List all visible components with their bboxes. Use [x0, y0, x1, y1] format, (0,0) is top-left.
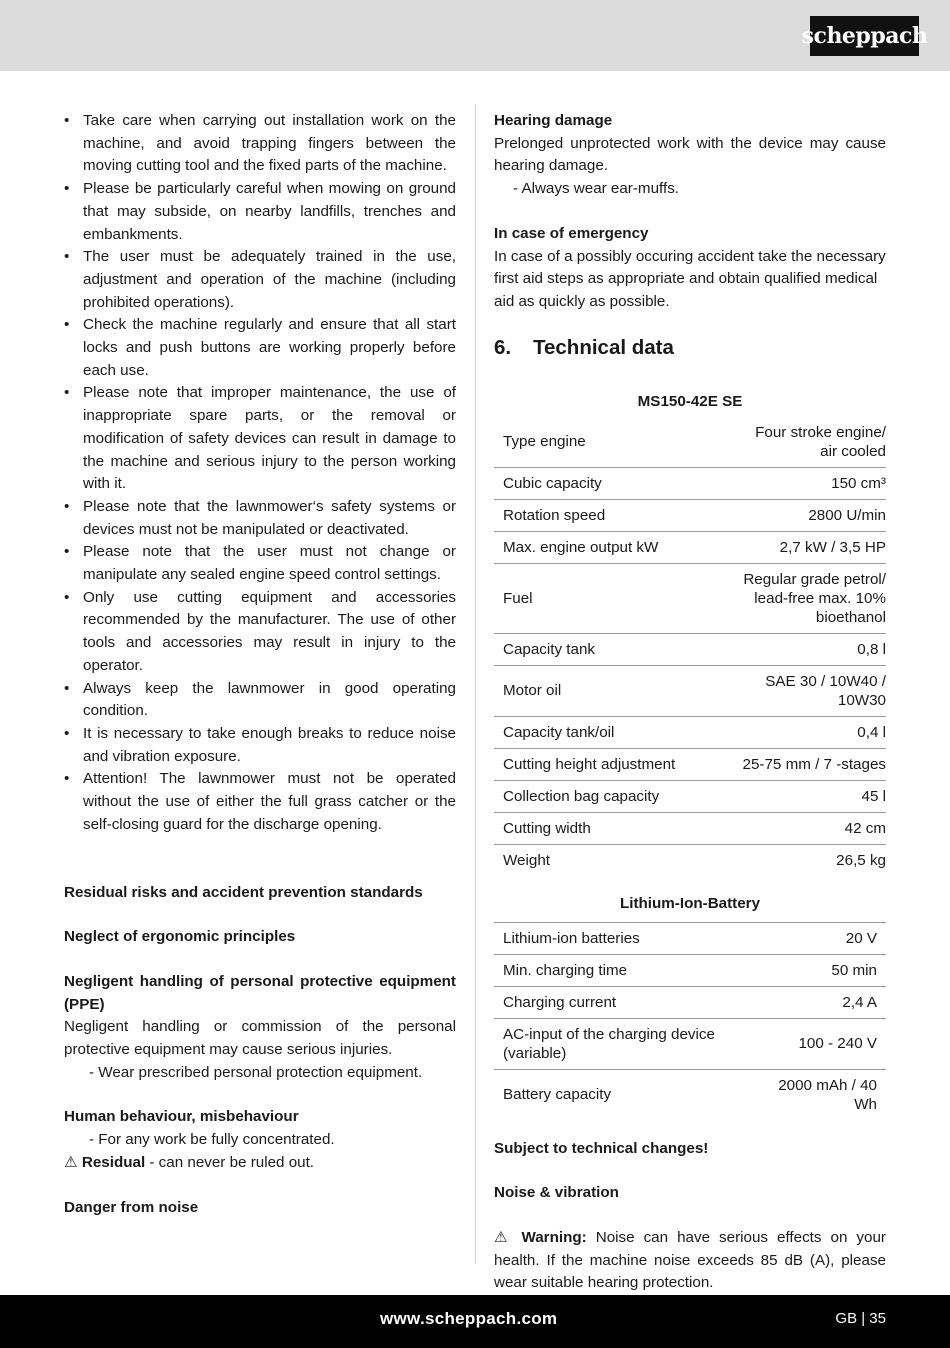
ppe-text: Negligent handling or commission of the personal protective equipment may cause serious injuries. — [64, 1018, 456, 1059]
ppe-dash-text: Wear prescribed personal protection equipment. — [98, 1063, 423, 1081]
list-item: • Only use cutting equipment and accessories recommended by the manufacturer. The use of other tools and accessories may result in injury to the operator. — [64, 587, 456, 678]
behaviour-dash-text: For any work be fully concentrated. — [98, 1131, 335, 1149]
spec-label: Max. engine output kW — [494, 531, 713, 563]
battery-spec-row — [494, 954, 886, 986]
noise-vibration-heading: Noise & vibration — [494, 1184, 619, 1202]
residual-text: - can never be ruled out. — [145, 1153, 315, 1171]
behaviour-dash-item: - For any work be fully concentrated. — [89, 1131, 335, 1149]
warning-triangle-icon: ⚠ — [494, 1229, 513, 1247]
spec-value: 0,8 l — [713, 633, 886, 665]
hearing-text: Prelonged unprotected work with the device may cause hearing damage. — [494, 134, 886, 175]
spec-row — [494, 844, 886, 876]
footer-bar — [0, 1295, 950, 1348]
spec-value: SAE 30 / 10W40 / 10W30 — [713, 665, 886, 716]
battery-spec-row — [494, 1018, 886, 1069]
spec-value: 100 - 240 V — [761, 1018, 886, 1069]
spec-label: Charging current — [494, 986, 761, 1018]
brand-logo: scheppach — [810, 16, 919, 56]
spec-label: Weight — [503, 851, 550, 869]
list-item: • Always keep the lawnmower in good operating condition. — [64, 678, 456, 723]
website-link[interactable]: www.scheppach.com — [380, 1309, 558, 1328]
technical-changes-note: Subject to technical changes! — [494, 1139, 709, 1157]
spec-label: Capacity tank/oil — [494, 716, 713, 748]
spec-label: Cutting width — [494, 812, 713, 844]
safety-bullet-list — [64, 110, 456, 837]
page-number: GB | 35 — [835, 1310, 886, 1327]
hearing-dash-item: - Always wear ear-muffs. — [513, 180, 680, 198]
spec-value: 50 min — [761, 954, 886, 986]
list-item: • Attention! The lawnmower must not be operated without the use of either the full grass catcher or the self-closing guard for the discharge opening. — [64, 768, 456, 836]
left-column — [64, 110, 456, 1219]
spec-value: 2,7 kW / 3,5 HP — [713, 531, 886, 563]
spec-value: Regular grade petrol/ lead-free max. 10% bioethanol — [713, 563, 886, 633]
section-title — [494, 335, 886, 361]
spec-value: 20 V — [761, 923, 886, 955]
spec-label: Lithium-ion batteries — [494, 923, 761, 955]
spec-label: Battery capacity — [503, 1086, 612, 1104]
right-column — [494, 110, 886, 1295]
behaviour-heading: Human behaviour, misbehaviour — [64, 1108, 299, 1126]
noise-warning — [494, 1227, 886, 1295]
ergonomic-heading: Neglect of ergonomic principles — [64, 928, 296, 946]
list-item: • Please note that improper maintenance, the use of inappropriate spare parts, or the removal or modification of safety devices can result in damage to the machine and serious injury to the person working with it. — [64, 382, 456, 496]
spec-value: 0,4 l — [713, 716, 886, 748]
battery-spec-table — [494, 923, 886, 1120]
spec-label: Capacity tank — [494, 633, 713, 665]
spec-label: AC-input of the charging device (variable) — [494, 1018, 761, 1069]
section-number: 6. — [494, 335, 512, 359]
ppe-heading: Negligent handling of personal protective equipment (PPE) — [64, 972, 456, 1013]
spec-value: 25-75 mm / 7 -stages — [713, 748, 886, 780]
spec-row — [494, 531, 886, 563]
residual-risks-heading: Residual risks and accident prevention standards — [64, 883, 423, 901]
spec-label: Min. charging time — [494, 954, 761, 986]
spec-value: 26,5 kg — [836, 851, 886, 869]
spec-label: Cutting height adjustment — [494, 748, 713, 780]
hearing-dash-text: Always wear ear-muffs. — [521, 180, 680, 198]
spec-label: Cubic capacity — [494, 467, 713, 499]
list-item: • Please be particularly careful when mowing on ground that may subside, on nearby landfills, trenches and embankments. — [64, 178, 456, 246]
spec-label: Type engine — [494, 417, 713, 468]
spec-label: Collection bag capacity — [494, 780, 713, 812]
spec-label: Rotation speed — [494, 499, 713, 531]
spec-row — [494, 467, 886, 499]
spec-label: Fuel — [494, 563, 713, 633]
header-bar — [0, 0, 950, 71]
list-item: • Please note that the user must not change or manipulate any sealed engine speed control settings. — [64, 541, 456, 586]
list-item: • Take care when carrying out installation work on the machine, and avoid trapping fingers between the moving cutting tool and the fixed parts of the machine. — [64, 110, 456, 178]
spec-row — [494, 716, 886, 748]
spec-value: 150 cm³ — [713, 467, 886, 499]
list-item: • The user must be adequately trained in the use, adjustment and operation of the machine (including prohibited operations). — [64, 246, 456, 314]
spec-value: 2000 mAh / 40 Wh — [778, 1076, 877, 1113]
warning-text: Noise can have serious effects on your health. If the machine noise exceeds 85 dB (A), please wear suitable hearing protection. — [494, 1229, 886, 1292]
spec-row — [494, 812, 886, 844]
ppe-dash-item: - Wear prescribed personal protection equipment. — [89, 1063, 423, 1081]
battery-spec-row — [494, 923, 886, 955]
spec-value: 45 l — [713, 780, 886, 812]
battery-spec-row — [494, 1069, 886, 1120]
list-item: • It is necessary to take enough breaks to reduce noise and vibration exposure. — [64, 723, 456, 768]
battery-spec-row — [494, 986, 886, 1018]
hearing-heading: Hearing damage — [494, 112, 613, 129]
column-divider — [475, 104, 476, 1264]
residual-note — [64, 1152, 456, 1175]
warning-triangle-icon: ⚠ — [64, 1153, 78, 1171]
spec-label: Motor oil — [494, 665, 713, 716]
warning-bold: Warning: — [521, 1229, 587, 1247]
spec-row — [494, 499, 886, 531]
spec-value: 2,4 A — [761, 986, 886, 1018]
spec-value: 42 cm — [713, 812, 886, 844]
spec-row — [494, 780, 886, 812]
residual-bold: Residual — [81, 1153, 146, 1171]
emergency-text: In case of a possibly occuring accident take the necessary first aid steps as appropriate and obtain qualified medical aid as quickly as possible. — [494, 247, 886, 310]
spec-row — [494, 417, 886, 468]
spec-value: 2800 U/min — [713, 499, 886, 531]
list-item: • Check the machine regularly and ensure that all start locks and push buttons are working properly before each use. — [64, 314, 456, 382]
spec-row — [494, 633, 886, 665]
spec-value: Four stroke engine/ air cooled — [713, 417, 886, 468]
emergency-heading: In case of emergency — [494, 224, 649, 242]
list-item: • Please note that the lawnmower‘s safety systems or devices must not be manipulated or deactivated. — [64, 496, 456, 541]
battery-heading: Lithium-Ion-Battery — [494, 890, 886, 923]
section-title-text: Technical data — [533, 335, 674, 359]
spec-table — [494, 417, 886, 876]
noise-danger-heading: Danger from noise — [64, 1198, 199, 1216]
spec-row — [494, 665, 886, 716]
model-heading: MS150-42E SE — [637, 392, 743, 410]
spec-row — [494, 563, 886, 633]
spec-row — [494, 748, 886, 780]
